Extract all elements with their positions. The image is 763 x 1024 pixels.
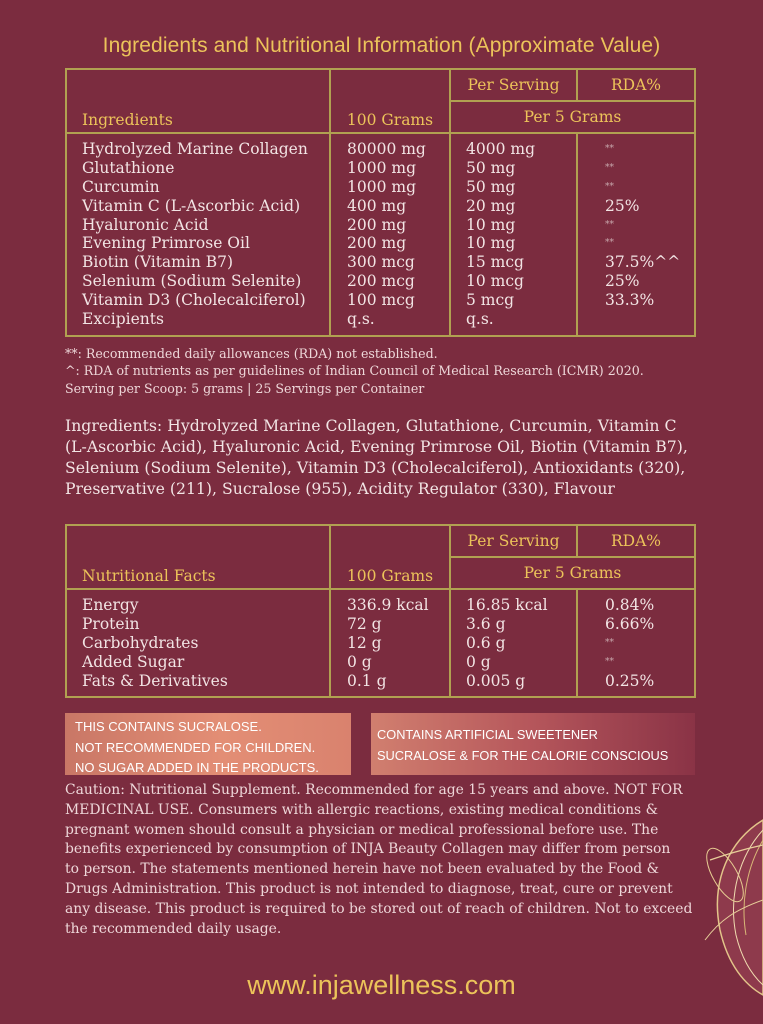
cell-100g: 336.9 kcal xyxy=(347,596,429,614)
cell-per-5g: 50 mg xyxy=(466,177,516,196)
ingredients-line: Ingredients: Hydrolyzed Marine Collagen, Glutathione, Curcumin, Vitamin C xyxy=(65,416,677,435)
cell-100g: 400 mg xyxy=(347,196,407,215)
cell-name: Glutathione xyxy=(82,158,175,177)
caution-line: MEDICINAL USE. Consumers with allergic reactions, existing medical conditions & xyxy=(65,801,658,818)
cell-name: Biotin (Vitamin B7) xyxy=(82,253,234,272)
rda-column xyxy=(577,589,695,697)
per-5g-column xyxy=(450,589,577,697)
cell-name: Carbohydrates xyxy=(82,633,199,652)
ingredients-table xyxy=(65,68,696,337)
cell-100g: 300 mcg xyxy=(347,253,415,272)
cell-rda: ** xyxy=(605,238,614,249)
header-per-5-grams: Per 5 Grams xyxy=(450,557,695,589)
caution-line: any disease. This product is required to be stored out of reach of children. Not to exceed xyxy=(65,900,693,917)
header-ingredients: Ingredients xyxy=(66,69,330,133)
warning-line: NOT RECOMMENDED FOR CHILDREN. xyxy=(75,739,316,755)
cell-rda: 33.3% xyxy=(605,291,655,310)
cell-name: Vitamin C (L-Ascorbic Acid) xyxy=(82,196,301,215)
nutrient-names-column xyxy=(66,589,330,697)
cell-per-5g: 16.85 kcal xyxy=(466,596,548,614)
cell-name: Excipients xyxy=(82,310,164,329)
caution-line: Drugs Administration. This product is not intended to diagnose, treat, cure or prevent xyxy=(65,880,673,897)
cell-rda: ** xyxy=(605,162,614,173)
cell-per-5g: 10 mg xyxy=(466,234,516,253)
cell-name: Curcumin xyxy=(82,177,160,196)
serving-info: Serving per Scoop: 5 grams | 25 Servings per Container xyxy=(65,380,425,396)
footnote-rda-not-established: **: Recommended daily allowances (RDA) not established. xyxy=(65,346,438,361)
ingredients-paragraph xyxy=(65,415,705,499)
cell-per-5g: 0.005 g xyxy=(466,671,526,690)
cell-per-5g: 15 mcg xyxy=(466,253,524,272)
cell-name: Added Sugar xyxy=(82,652,185,671)
cell-rda: 0.25% xyxy=(605,671,655,690)
header-per-serving: Per Serving xyxy=(450,525,577,557)
cell-name: Hyaluronic Acid xyxy=(82,215,209,234)
cell-rda: 25% xyxy=(605,196,640,215)
warning-line: CONTAINS ARTIFICIAL SWEETENER xyxy=(377,727,598,742)
ingredients-line: Selenium (Sodium Selenite), Vitamin D3 (Cholecalciferol), Antioxidants (320), xyxy=(65,458,686,477)
cell-100g: 1000 mg xyxy=(347,177,416,196)
ingredients-line: Preservative (211), Sucralose (955), Acidity Regulator (330), Flavour xyxy=(65,479,615,498)
nutrition-table xyxy=(65,524,696,698)
footnote-icmr: ^: RDA of nutrients as per guidelines of Indian Council of Medical Research (ICMR) 2020. xyxy=(65,363,644,379)
cell-per-5g: 10 mcg xyxy=(466,272,524,291)
cell-per-5g: 3.6 g xyxy=(466,614,506,633)
cell-per-5g: 50 mg xyxy=(466,158,516,177)
artificial-sweetener-box xyxy=(371,713,695,775)
cell-per-5g: 0.6 g xyxy=(466,633,506,652)
cell-100g: 80000 mg xyxy=(347,140,426,158)
caution-line: the recommended daily usage. xyxy=(65,920,282,937)
cell-per-5g: 5 mcg xyxy=(466,291,515,310)
cell-rda: ** xyxy=(605,181,614,192)
warning-line: SUCRALOSE & FOR THE CALORIE CONSCIOUS xyxy=(377,747,669,763)
cell-100g: 12 g xyxy=(347,633,382,652)
header-rda: RDA% xyxy=(577,69,695,101)
cell-100g: 200 mg xyxy=(347,234,407,253)
ingredient-names-column xyxy=(66,133,330,336)
warning-line: THIS CONTAINS SUCRALOSE. xyxy=(75,719,262,734)
caution-paragraph xyxy=(65,781,705,939)
cell-per-5g: 4000 mg xyxy=(466,140,535,158)
cell-rda: ** xyxy=(605,637,614,648)
per-100g-column xyxy=(330,589,450,697)
ingredients-line: (L-Ascorbic Acid), Hyaluronic Acid, Evening Primrose Oil, Biotin (Vitamin B7), xyxy=(65,437,688,456)
cell-100g: q.s. xyxy=(347,310,375,329)
cell-100g: 0 g xyxy=(347,652,372,671)
warning-line: NO SUGAR ADDED IN THE PRODUCTS. xyxy=(75,760,319,775)
caution-line: benefits experienced by consumption of INJA Beauty Collagen may differ from person xyxy=(65,841,671,858)
per-100g-column xyxy=(330,133,450,336)
per-5g-column xyxy=(450,133,577,336)
caution-line: to person. The statements mentioned herein have not been evaluated by the Food & xyxy=(65,861,659,878)
cell-rda: ** xyxy=(605,656,614,667)
cell-100g: 1000 mg xyxy=(347,158,416,177)
cell-name: Vitamin D3 (Cholecalciferol) xyxy=(82,291,306,310)
cell-rda: 0.84% xyxy=(605,596,655,614)
cell-per-5g: 20 mg xyxy=(466,196,516,215)
cell-name: Energy xyxy=(82,596,139,614)
cell-per-5g: q.s. xyxy=(466,310,494,329)
header-per-5-grams: Per 5 Grams xyxy=(450,101,695,133)
cell-100g: 200 mg xyxy=(347,215,407,234)
header-nutritional-facts: Nutritional Facts xyxy=(66,525,330,589)
cell-name: Selenium (Sodium Selenite) xyxy=(82,272,302,291)
caution-line: Caution: Nutritional Supplement. Recommended for age 15 years and above. NOT FOR xyxy=(65,782,683,798)
rda-column xyxy=(577,133,695,336)
footnotes xyxy=(65,345,705,397)
cell-rda: ** xyxy=(605,219,614,230)
website-url[interactable]: www.injawellness.com xyxy=(247,970,516,1000)
cell-name: Evening Primrose Oil xyxy=(82,234,250,253)
cell-per-5g: 0 g xyxy=(466,652,491,671)
header-rda: RDA% xyxy=(577,525,695,557)
caution-line: pregnant women should consult a physician or medical professional before use. The xyxy=(65,821,659,838)
cell-name: Protein xyxy=(82,614,140,633)
cell-rda: 37.5%^^ xyxy=(605,253,681,272)
cell-rda xyxy=(578,310,694,329)
cell-per-5g: 10 mg xyxy=(466,215,516,234)
header-100g: 100 Grams xyxy=(330,69,450,133)
cell-rda: 25% xyxy=(605,272,640,291)
header-100g: 100 Grams xyxy=(330,525,450,589)
sucralose-warning-box xyxy=(65,713,351,775)
cell-name: Hydrolyzed Marine Collagen xyxy=(82,140,308,158)
cell-100g: 200 mcg xyxy=(347,272,415,291)
cell-100g: 0.1 g xyxy=(347,671,387,690)
cell-100g: 100 mcg xyxy=(347,291,415,310)
cell-name: Fats & Derivatives xyxy=(82,671,228,690)
cell-rda: 6.66% xyxy=(605,614,655,633)
header-per-serving: Per Serving xyxy=(450,69,577,101)
cell-rda: ** xyxy=(605,144,614,154)
page-title: Ingredients and Nutritional Information (Approximate Value) xyxy=(102,34,661,57)
cell-100g: 72 g xyxy=(347,614,382,633)
